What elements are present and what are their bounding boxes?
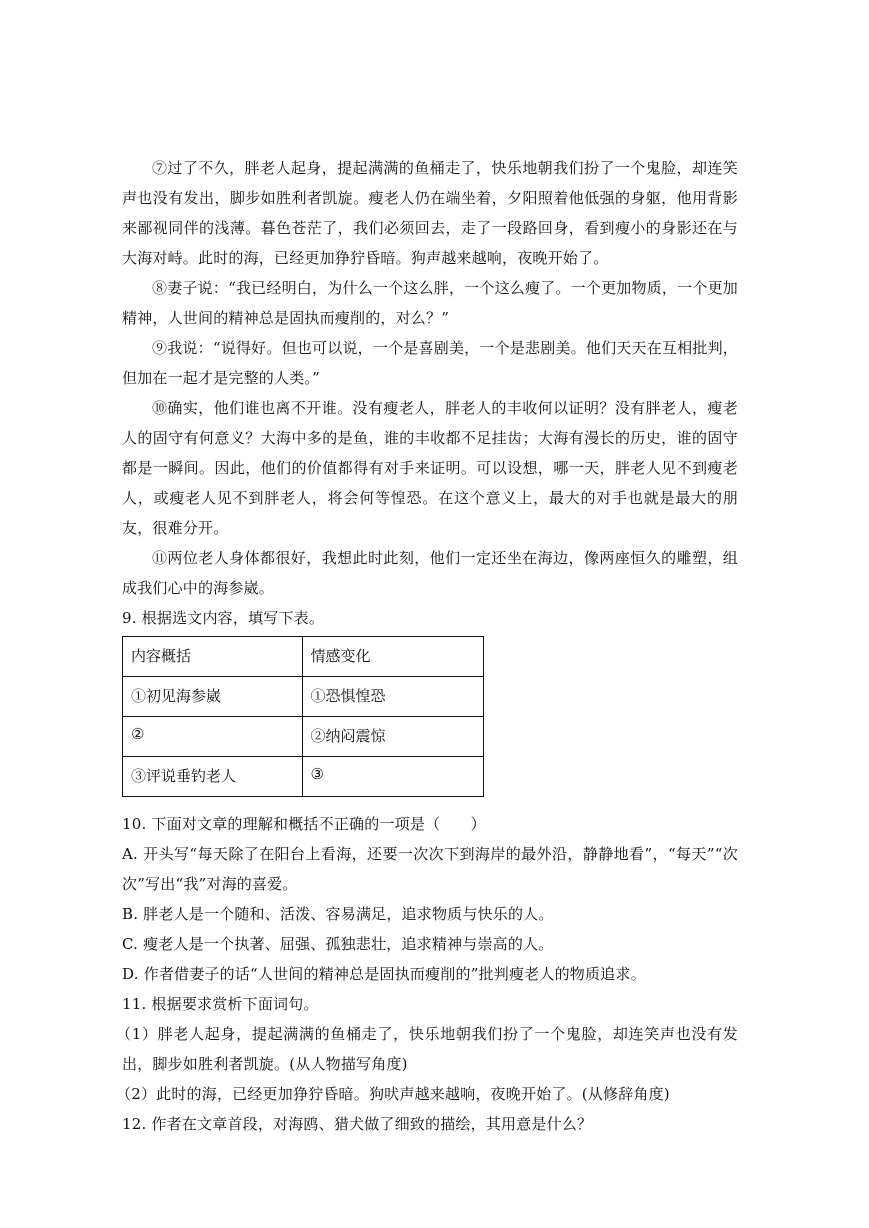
question-12-prompt: 12. 作者在文章首段，对海鸥、猎犬做了细致的描绘，其用意是什么？: [122, 1115, 593, 1133]
table-header-cell: 内容概括: [123, 637, 303, 677]
table-header-row: [123, 637, 484, 677]
question-11-prompt: 11. 根据要求赏析下面词句。: [122, 995, 319, 1013]
question-9-table: [122, 636, 484, 797]
paragraph-9: ⑨我说：“说得好。但也可以说，一个是喜剧美，一个是悲剧美。他们天天在互相批判，但加在一起才是完整的人类。”: [122, 339, 738, 387]
table-row: [123, 717, 484, 757]
table-row: [123, 757, 484, 797]
question-11-item-1: （1）胖老人起身，提起满满的鱼桶走了，快乐地朝我们扮了一个鬼脸，却连笑声也没有发出，脚步如胜利者凯旋。(从人物描写角度): [116, 1025, 738, 1073]
question-10-prompt: 10. 下面对文章的理解和概括不正确的一项是（ ）: [122, 815, 486, 833]
table-row: [123, 677, 484, 717]
paragraph-8: ⑧妻子说：“我已经明白，为什么一个这么胖，一个这么瘦了。一个更加物质，一个更加精神，人世间的精神总是固执而瘦削的，对么？”: [122, 279, 738, 327]
table-cell: ①初见海参崴: [123, 677, 303, 717]
spacer: [122, 800, 738, 809]
table-cell: ②: [123, 717, 303, 757]
table-cell: ①恐惧惶恐: [302, 677, 484, 717]
document-page: [116, 153, 738, 1139]
paragraph-7: ⑦过了不久，胖老人起身，提起满满的鱼桶走了，快乐地朝我们扮了一个鬼脸，却连笑声也没有发出，脚步如胜利者凯旋。瘦老人仍在端坐着，夕阳照着他低强的身躯，他用背影来鄙视同伴的浅薄。暮色苍茫了，我们必须回去，走了一段路回身，看到瘦小的身影还在与大海对峙。此时的海，已经更加狰狞昏暗。狗声越来越响，夜晚开始了。: [122, 159, 738, 267]
question-9-prompt: 9. 根据选文内容，填写下表。: [122, 609, 325, 627]
table-cell: ③: [302, 757, 484, 797]
table-cell: ②纳闷震惊: [302, 717, 484, 757]
paragraph-10: ⑩确实，他们谁也离不开谁。没有瘦老人，胖老人的丰收何以证明？没有胖老人，瘦老人的固守有何意义？大海中多的是鱼，谁的丰收都不足挂齿；大海有漫长的历史，谁的固守都是一瞬间。因此，他们的价值都得有对手来证明。可以设想，哪一天，胖老人见不到瘦老人，或瘦老人见不到胖老人，将会何等惶恐。在这个意义上，最大的对手也就是最大的朋友，很难分开。: [122, 399, 738, 537]
table-cell: ③评说垂钓老人: [123, 757, 303, 797]
paragraph-11: ⑪两位老人身体都很好，我想此时此刻，他们一定还坐在海边，像两座恒久的雕塑，组成我们心中的海参崴。: [122, 549, 738, 597]
table-header-cell: 情感变化: [302, 637, 484, 677]
question-10-option-c: C. 瘦老人是一个执著、屈强、孤独悲壮，追求精神与崇高的人。: [122, 935, 554, 953]
question-10-option-d: D. 作者借妻子的话“人世间的精神总是固执而瘦削的”批判瘦老人的物质追求。: [122, 965, 646, 983]
question-10-option-a: A. 开头写“每天除了在阳台上看海，还要一次次下到海岸的最外沿，静静地看”，“每天”“次次”写出“我”对海的喜爱。: [122, 845, 738, 893]
question-11-item-2: （2）此时的海，已经更加狰狞昏暗。狗吠声越来越响，夜晚开始了。(从修辞角度): [116, 1085, 670, 1103]
question-10-option-b: B. 胖老人是一个随和、活泼、容易满足，追求物质与快乐的人。: [122, 905, 554, 923]
